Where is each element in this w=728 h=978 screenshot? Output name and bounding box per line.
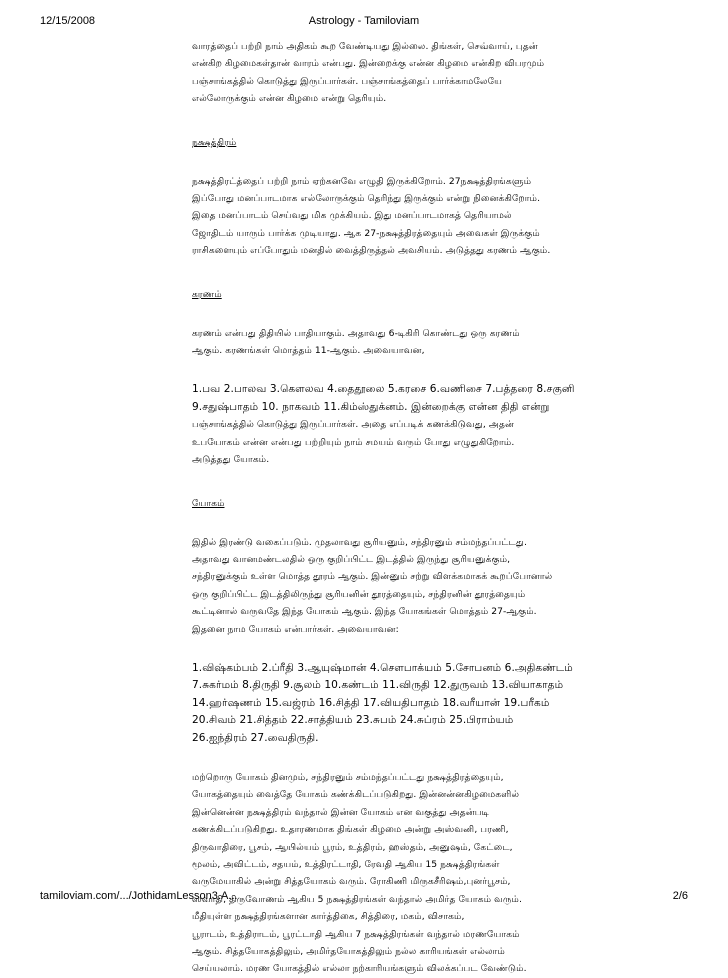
text-line: என்கிற கிழமைகள்தான் வாரம் என்பது. இன்றைக்கு என்ன கிழமை என்கிற விபரமும்	[192, 58, 545, 70]
text-line: 9.சதுஷ்பாதம் 10. நாகவம் 11.கிம்ஸ்துக்னம். இன்றைக்கு என்ன திதி என்று	[192, 400, 550, 413]
text-line: உபயோகம் என்ன என்பது பற்றியும் நாம் சமயம் வரும் போது எழுதுகிறோம்.	[192, 436, 515, 448]
text-line: அடுத்தது யோகம்.	[192, 454, 270, 466]
text-line: பூராடம், உத்திராடம், பூரட்டாதி ஆகிய 7 நக்ஷத்திரங்கள் வந்தால் மரணயோகம்	[192, 928, 520, 940]
text-line: இன்னென்ன நக்ஷத்திரம் வந்தால் இன்ன யோகம் என வகுத்து அதன்படி	[192, 806, 489, 818]
yogam-paragraph	[192, 534, 672, 638]
text-line: திருவாதிரை, பூசம், ஆயில்யம் பூரம், உத்திரம், ஹஸ்தம், அனுஷம், கேட்டை,	[192, 841, 513, 853]
text-line: ஒரு குறிப்பிட்ட இடத்திலிருந்து சூரியனின் தூரத்தையும், சந்திரனின் தூரத்தையும்	[192, 588, 526, 600]
text-line: ஆகும். சித்தயோகத்திலும், அமிர்தயோகத்திலும் நல்ல காரியங்கள் எல்லாம்	[192, 946, 505, 958]
text-line: 20.சிவம் 21.சித்தம் 22.சாத்தியம் 23.சுபம் 24.சுப்ரம் 25.பிராம்யம்	[192, 714, 514, 727]
text-line: 14.ஹர்ஷணம் 15.வஜ்ரம் 16.சித்தி 17.வியதிபாதம் 18.வரீயான் 19.பரீகம்	[192, 696, 550, 709]
page-number: 2/6	[672, 890, 688, 902]
nakshatra-paragraph	[192, 173, 672, 260]
header-title: Astrology - Tamiloviam	[308, 15, 420, 27]
text-line: பஞ்சாங்கத்தில் கொடுத்து இருப்பார்கள். பஞ்சாங்கத்தைப் பார்க்காமலேயே	[192, 75, 503, 87]
text-line: மற்றொரு யோகம் தினமும், சந்திரனும் சம்மந்தப்பட்டது நக்ஷத்திரத்தையும்,	[192, 771, 504, 783]
header-date: 12/15/2008	[40, 15, 96, 27]
text-line: அதாவது வானமண்டலதில் ஒரு குறிப்பிட்ட இடத்தில் இருந்து சூரியனுக்கும்,	[192, 553, 511, 565]
text-line: வருமேயாகில் அன்று சித்தயோகம் வரும். ரோகிணி மிருகசீரிஷம்,புனர்பூசம்,	[192, 876, 511, 888]
text-line: இதில் இரண்டு வகைப்படும். முதலாவது சூரியனும், சந்திரனும் சம்மந்தப்பட்டது.	[192, 536, 528, 548]
yogam-list	[192, 660, 672, 747]
text-line: மீதியுள்ள நக்ஷத்திரங்களான கார்த்திகை, சித்திரை, மகம், விசாகம்,	[192, 911, 465, 923]
article-body	[192, 38, 672, 975]
nakshatra-heading: நக்ஷத்திரம்	[192, 136, 237, 148]
text-line: பஞ்சாங்கத்தில் கொடுத்து இருப்பார்கள். அதை எப்படிக் கணக்கிடுவது, அதன்	[192, 419, 515, 431]
text-line: இதை மனப்பாடம் செய்வது மிக முக்கியம். இது மனப்பாடமாகத் தெரியாமல்	[192, 210, 512, 222]
text-line: இதனை நாம யோகம் என்பார்கள். அவையாவன:	[192, 623, 399, 635]
text-line: யோகத்தையும் வைத்தே யோகம் கண்க்கிடப்படுகிறது. இன்னன்னகிழமைகளில்	[192, 789, 520, 801]
text-line: 1.விஷ்கம்பம் 2.ப்ரீதி 3.ஆயுஷ்மான் 4.சௌபாக்யம் 5.சோபனம் 6.அதிகண்டம்	[192, 661, 573, 674]
text-line: நக்ஷத்திரட்த்தைப் பற்றி நாம் ஏற்கனவே எழுதி இருக்கிறோம். 27நக்ஷத்திரங்களும்	[192, 175, 532, 187]
intro-paragraph	[192, 38, 672, 108]
text-line: ஸ்வாதி, திருவோணம் ஆகிய 5 நக்ஷத்திரங்கள் வந்தால் அமிர்த யோகம் வரும்.	[192, 893, 522, 905]
karanam-heading: கரணம்	[192, 288, 222, 300]
text-line: செய்யலாம். மரண யோகத்தில் எல்லா நற்காரியங்களும் விலக்கப்பட வேண்டும்.	[192, 963, 527, 975]
text-line: மூலம், அவிட்டம், சதயம், உத்திரட்டாதி, ரேவதி ஆகிய 15 நக்ஷத்திரங்கள்	[192, 859, 500, 870]
text-line: கூட்டினால் வருவதே இந்த யோகம் ஆகும். இந்த யோகங்கள் மொத்தம் 27-ஆகும்.	[192, 606, 537, 618]
text-line: கரணம் என்பது திதியில் பாதியாகும். அதாவது 6-டிகிரி கொண்டது ஒரு கரணம்	[192, 327, 520, 339]
text-line: 26.ஐந்திரம் 27.வைதிருதி.	[192, 731, 319, 744]
footer-url: tamiloviam.com/.../JothidamLesson3.A...	[40, 890, 238, 902]
text-line: 7.சுகர்மம் 8.திருதி 9.சூலம் 10.கண்டம் 11.விருதி 12.துருவம் 13.வியாகாதம்	[192, 679, 564, 692]
text-line: இப்போது மனப்பாடமாக எல்லோருக்கும் தெரிந்து இருக்கும் என்று நினைக்கிறோம்.	[192, 193, 541, 205]
text-line: ராசிகளையும் எப்போதும் மனதில் வைத்திருத்தல் அவசியம். அடுத்தது கரணம் ஆகும்.	[192, 245, 551, 257]
text-line: கணக்கிடப்படுகிறது. உதாரணமாக திங்கள் கிழமை அன்று அஸ்வனி, பரணி,	[192, 824, 509, 836]
karanam-list	[192, 381, 672, 468]
text-line: ஜோதிடம் யாரும் பார்க்க முடியாது. ஆக 27-நக்ஷத்திரத்தையும் அவைகள் இருக்கும்	[192, 227, 540, 239]
yogam-heading: யோகம்	[192, 497, 225, 509]
text-line: வாரத்தைப் பற்றி நாம் அதிகம் கூற வேண்டியது இல்லை. திங்கள், செவ்வாய், புதன்	[192, 41, 538, 52]
karanam-paragraph	[192, 325, 672, 360]
text-line: எல்லோருக்கும் என்ன கிழமை என்று தெரியும்.	[192, 93, 387, 105]
text-line: சந்திரனுக்கும் உள்ள மொத்த தூரம் ஆகும். இன்னும் சற்று விளக்கமாகக் கூறப்போனால்	[192, 571, 553, 583]
yogam-more-paragraph	[192, 769, 672, 978]
text-line: 1.பவ 2.பாலவ 3.கௌலவ 4.தைதூலை 5.கரசை 6.வணிசை 7.பத்தரை 8.சகுனி	[192, 383, 575, 396]
text-line: ஆகும். கரணங்கள் மொத்தம் 11-ஆகும். அவையாவன,	[192, 345, 425, 357]
